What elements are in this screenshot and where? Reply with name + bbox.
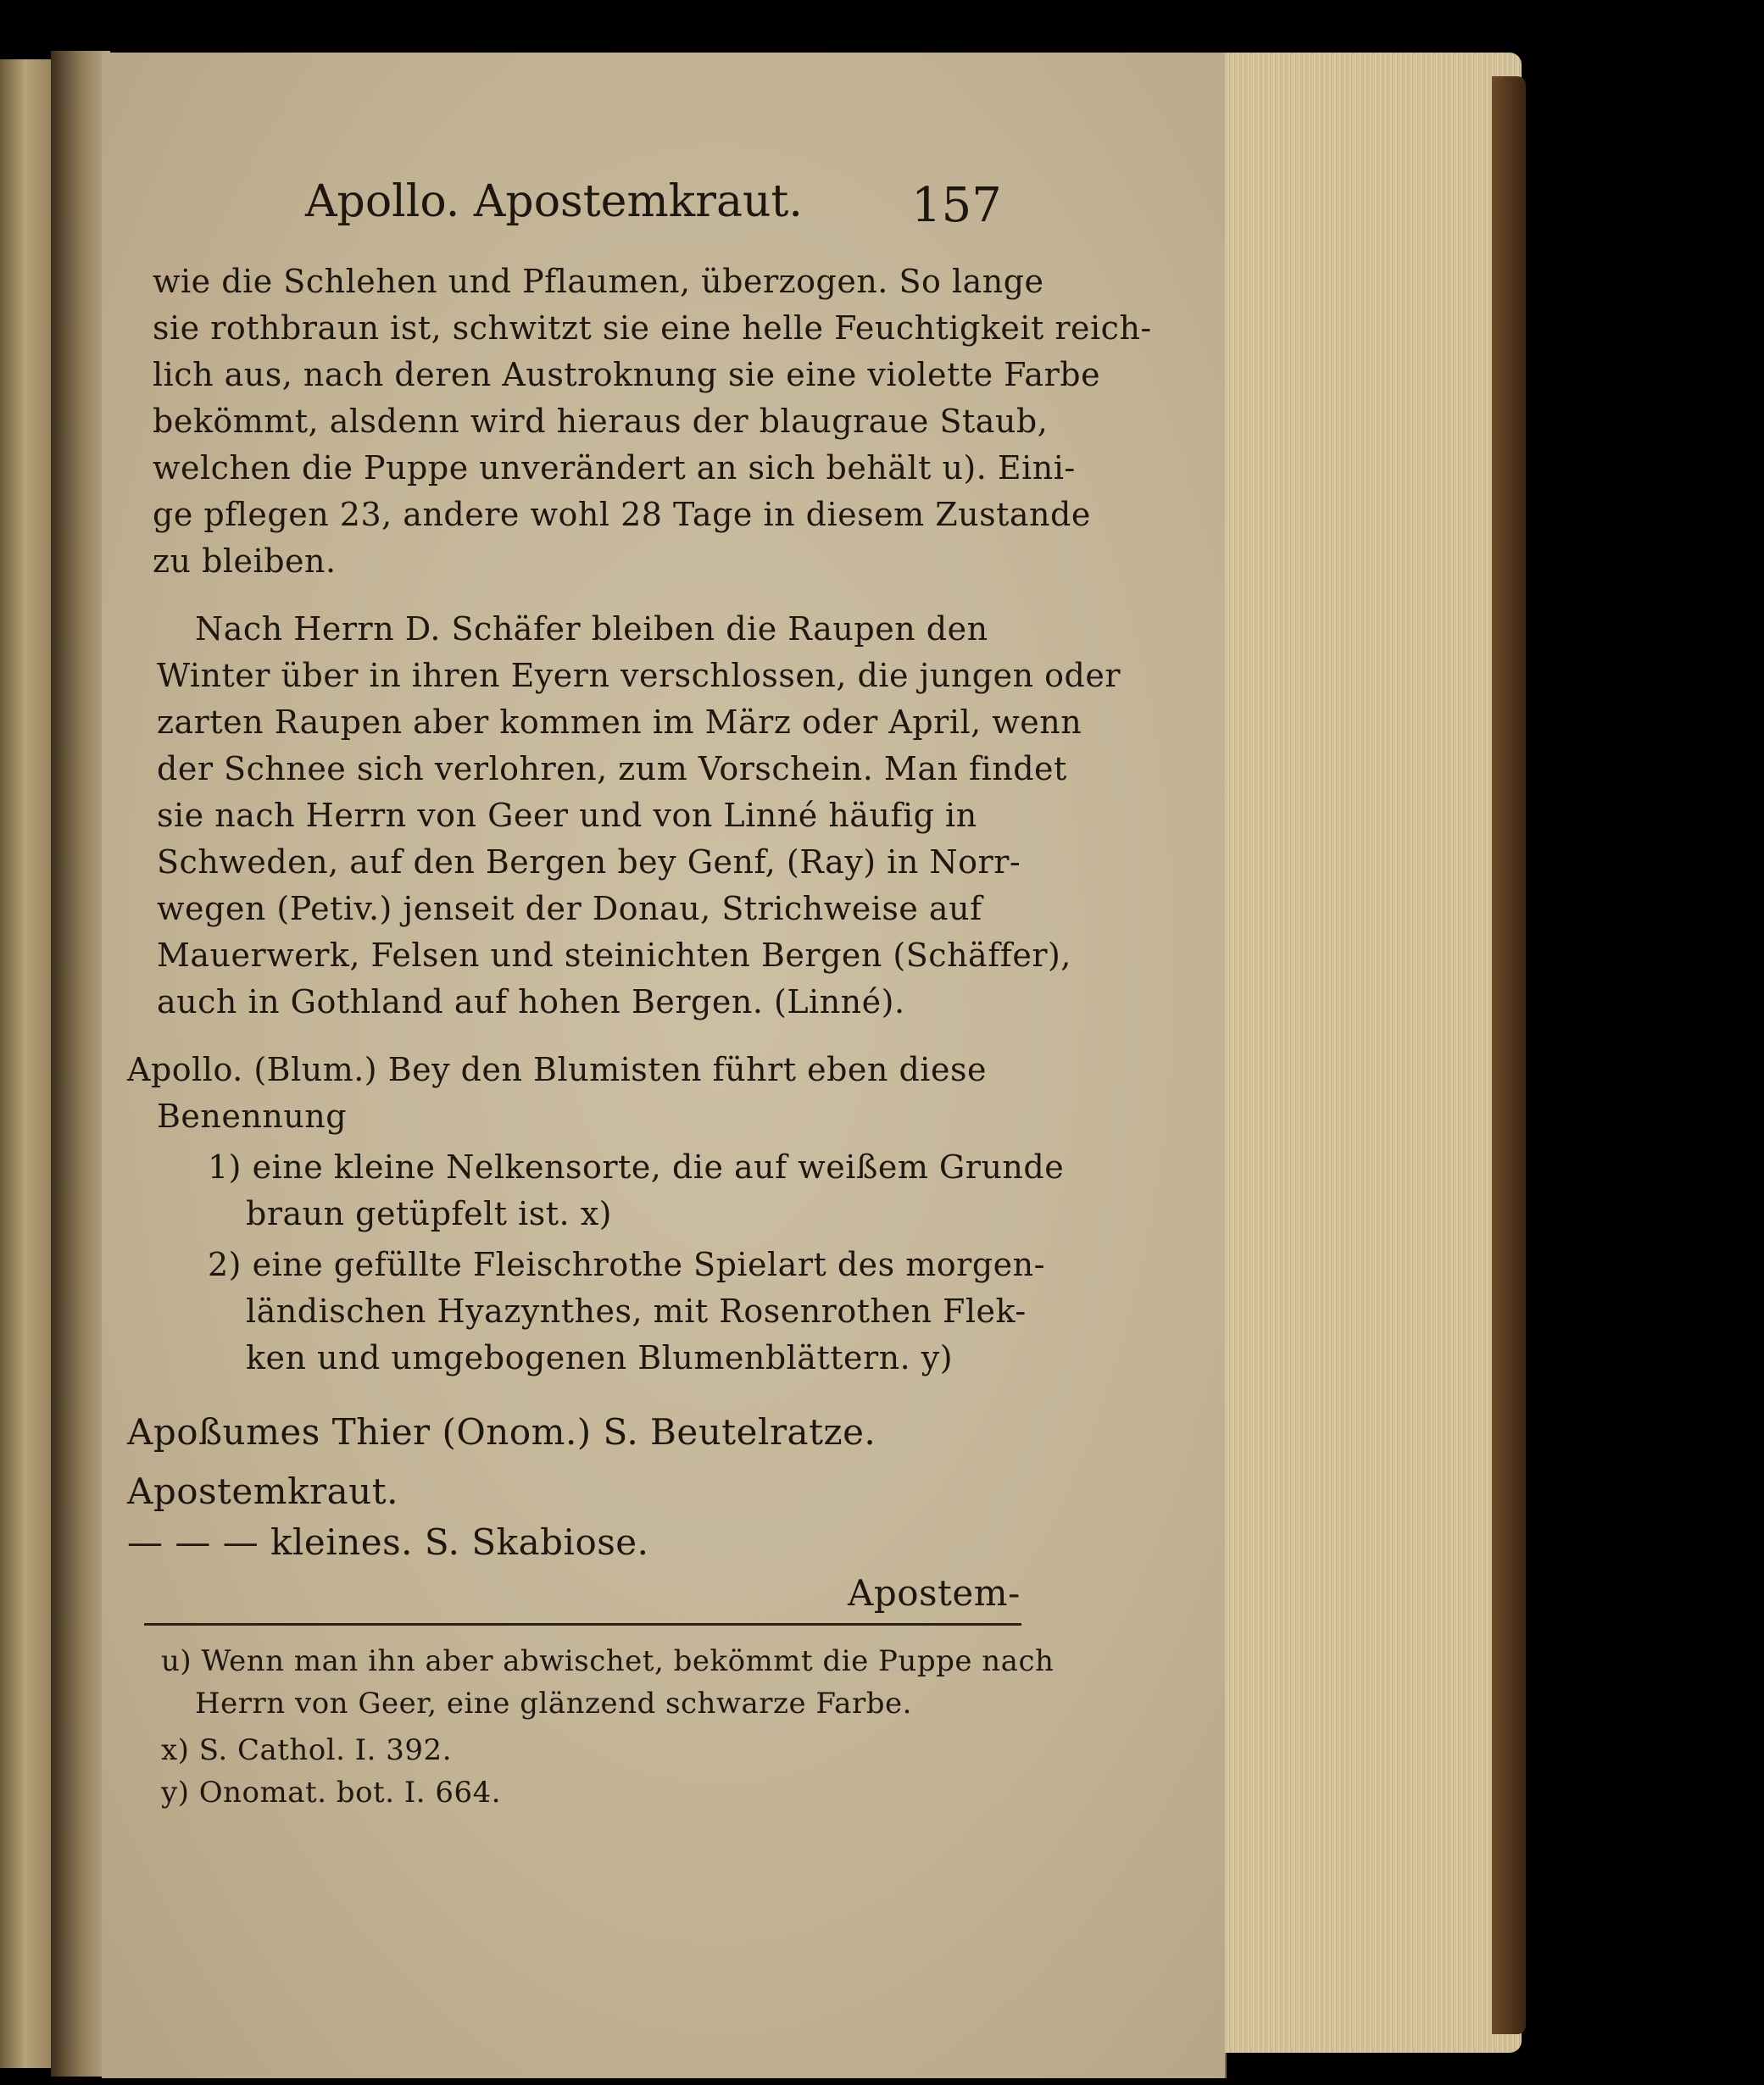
text-line: ge pflegen 23, andere wohl 28 Tage in diesem Zustande (153, 496, 1091, 533)
text-line: wie die Schlehen und Pflaumen, überzogen. So lange (153, 263, 1044, 300)
text-line: zu bleiben. (153, 542, 337, 580)
page-edges (1225, 53, 1522, 2053)
footnote: y) Onomat. bot. I. 664. (161, 1776, 502, 1810)
page-number: 157 (911, 178, 1002, 233)
entry-heading: Apostemkraut. (127, 1471, 398, 1512)
footnote: Herrn von Geer, eine glänzend schwarze Farbe. (195, 1687, 912, 1721)
catchword: Apostem- (848, 1572, 1021, 1614)
footnote: u) Wenn man ihn aber abwischet, bekömmt die Puppe nach (161, 1644, 1055, 1678)
running-header: Apollo. Apostemkraut. (305, 176, 803, 227)
text-line: welchen die Puppe unverändert an sich behält u). Eini- (153, 449, 1076, 486)
list-item: ländischen Hyazynthes, mit Rosenrothen Flek- (246, 1293, 1027, 1330)
text-line: Schweden, auf den Bergen bey Genf, (Ray) in Norr- (157, 843, 1021, 881)
text-line: der Schnee sich verlohren, zum Vorschein. Man findet (157, 750, 1067, 787)
footnote-rule (144, 1623, 1021, 1626)
entry-heading: Apoßumes Thier (Onom.) S. Beutelratze. (127, 1411, 876, 1453)
text-line: Mauerwerk, Felsen und steinichten Bergen (Schäffer), (157, 937, 1071, 974)
text-line: Benennung (157, 1098, 348, 1135)
text-line: lich aus, nach deren Austroknung sie eine violette Farbe (153, 356, 1101, 393)
list-item: braun getüpfelt ist. x) (246, 1195, 612, 1232)
list-item: 1) eine kleine Nelkensorte, die auf weißem Grunde (208, 1148, 1065, 1186)
text-line: Winter über in ihren Eyern verschlossen, die jungen oder (157, 657, 1121, 694)
text-line: sie nach Herrn von Geer und von Linné häufig in (157, 797, 977, 834)
list-item: ken und umgebogenen Blumenblättern. y) (246, 1339, 954, 1376)
entry-heading: — — — kleines. S. Skabiose. (127, 1521, 649, 1563)
book-cover (1492, 76, 1526, 2034)
text-line: bekömmt, alsdenn wird hieraus der blaugraue Staub, (153, 403, 1049, 440)
text-line: Nach Herrn D. Schäfer bleiben die Raupen den (195, 610, 988, 648)
text-line: wegen (Petiv.) jenseit der Donau, Strichweise auf (157, 890, 982, 927)
text-line: zarten Raupen aber kommen im März oder April, wenn (157, 703, 1082, 741)
text-line: sie rothbraun ist, schwitzt sie eine helle Feuchtigkeit reich- (153, 309, 1152, 347)
list-item: 2) eine gefüllte Fleischrothe Spielart des morgen- (208, 1246, 1045, 1283)
footnote: x) S. Cathol. I. 392. (161, 1733, 452, 1767)
entry-heading: Apollo. (Blum.) Bey den Blumisten führt eben diese (127, 1051, 987, 1088)
text-line: auch in Gothland auf hohen Bergen. (Linné). (157, 983, 905, 1020)
